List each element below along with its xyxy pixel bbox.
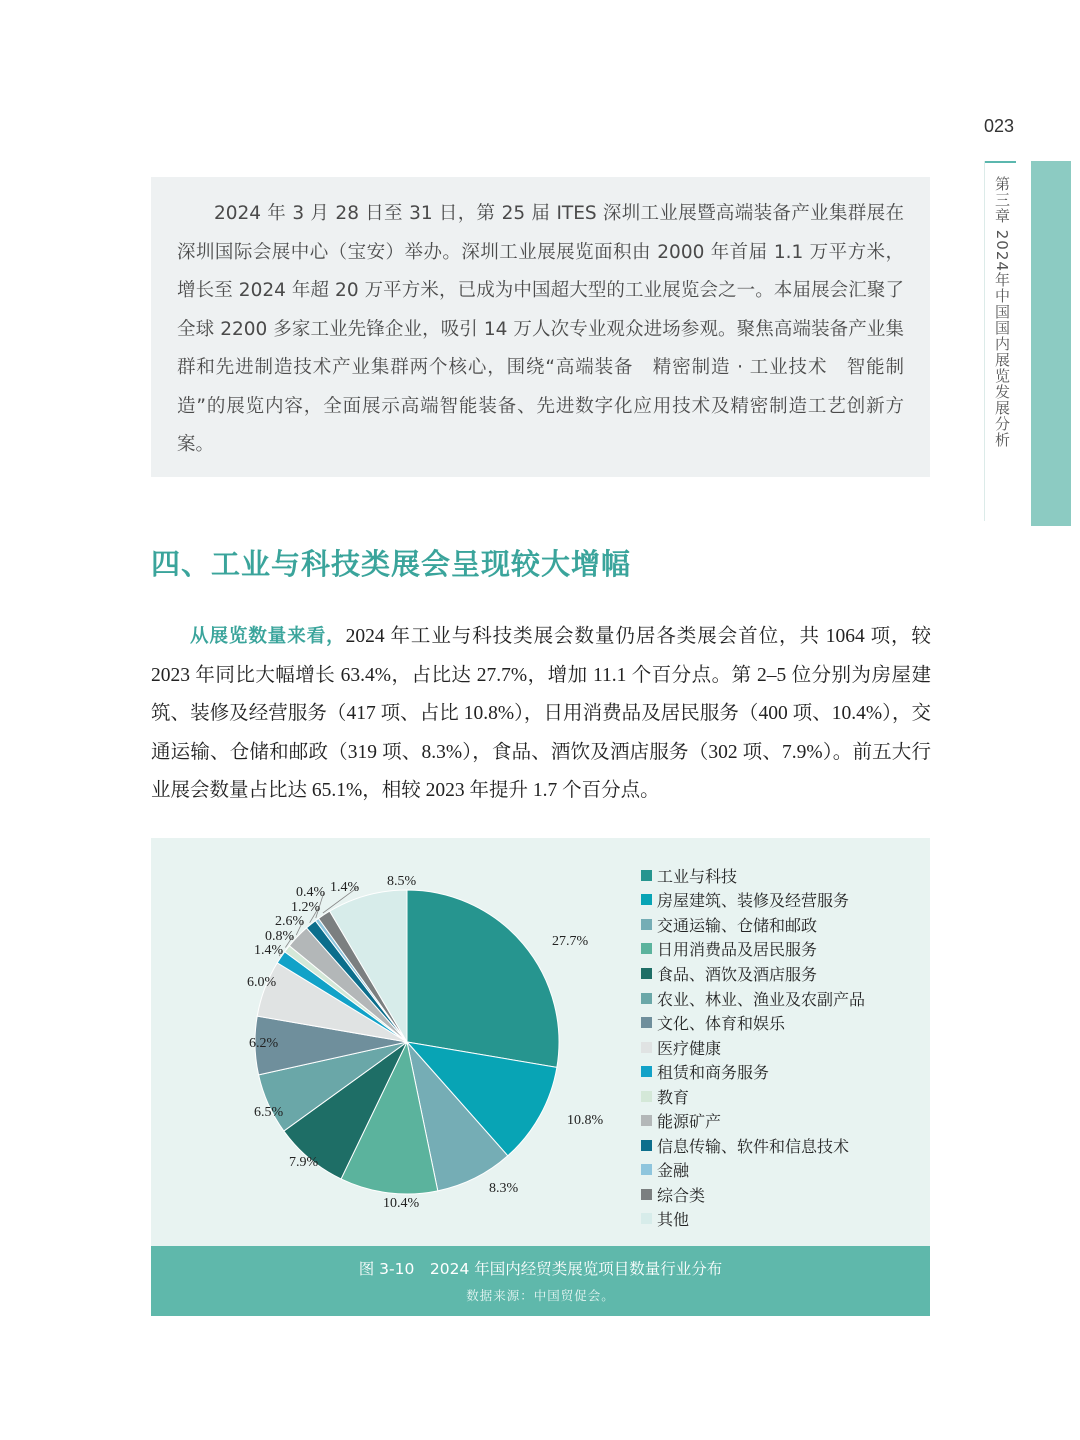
case-info-text: 2024 年 3 月 28 日至 31 日，第 25 届 ITES 深圳工业展暨高端装备产业集群展在深圳国际会展中心（宝安）举办。深圳工业展展览面积由 2000 年首届 1.1 万平方米，增长至 2024 年超 20 万平方米，已成为中国超大型的工业展览会之一。本届展会汇聚了全球 2200 多家工业先锋企业，吸引 14 万人次专业观众进场参观。聚焦高端装备产业集群和先进制造技术产业集群两个核心，围绕“高端装备 精密制造 · 工业技术 智能制造”的展览内容，全面展示高端智能装备、先进数字化应用技术及精密制造工艺创新方案。 [177, 203, 904, 455]
slice-label-5: 7.9% [289, 1155, 319, 1170]
chart-panel [151, 838, 930, 1246]
slice-label-12: 1.2% [291, 900, 321, 915]
legend-swatch-2 [641, 894, 652, 905]
legend-label-6: 农业、林业、渔业及农副产品 [657, 991, 866, 1009]
legend-item-9 [641, 1059, 865, 1084]
legend-item-3 [641, 912, 865, 937]
slice-label-4: 10.4% [383, 1196, 420, 1211]
slice-label-10: 0.8% [265, 929, 295, 944]
legend-item-4 [641, 937, 865, 962]
slice-label-1: 27.7% [552, 934, 589, 949]
page-number: 023 [984, 116, 1015, 136]
section-heading: 四、工业与科技类展会呈现较大增幅 [151, 547, 632, 581]
legend-swatch-6 [641, 993, 652, 1004]
side-divider [984, 161, 985, 521]
slice-label-13: 0.4% [296, 885, 326, 900]
legend-swatch-14 [641, 1189, 652, 1200]
legend-item-8 [641, 1035, 865, 1060]
slice-label-11: 2.6% [275, 914, 305, 929]
slice-label-7: 6.2% [249, 1036, 279, 1051]
legend-label-1: 工业与科技 [657, 868, 738, 886]
legend-label-4: 日用消费品及居民服务 [657, 942, 818, 960]
legend-item-7 [641, 1010, 865, 1035]
legend-swatch-5 [641, 968, 652, 979]
legend-label-15: 其他 [657, 1212, 690, 1230]
slice-label-3: 8.3% [489, 1181, 519, 1196]
legend-swatch-4 [641, 943, 652, 954]
legend-item-6 [641, 986, 865, 1011]
chapter-tab [1031, 161, 1071, 526]
legend-item-12 [641, 1133, 865, 1158]
chart-title: 图 3-10 2024 年国内经贸类展览项目数量行业分布 [358, 1260, 723, 1278]
legend-item-10 [641, 1084, 865, 1109]
pie-slice-1 [407, 890, 559, 1067]
case-info-box [151, 177, 930, 477]
legend-swatch-9 [641, 1066, 652, 1077]
legend-swatch-1 [641, 870, 652, 881]
body-lead: 从展览数量来看， [190, 626, 346, 647]
legend-item-5 [641, 961, 865, 986]
legend-swatch-12 [641, 1140, 652, 1151]
body-text: 2024 年工业与科技类展会数量仍居各类展会首位，共 1064 项，较 2023 年同比大幅增长 63.4%，占比达 27.7%，增加 11.1 个百分点。第 2–5 位分别为房屋建筑、装修及经营服务（417 项、占比 10.8%），日用消费品及居民服务（400 项、10.4%），交通运输、仓储和邮政（319 项、8.3%），食品、酒饮及酒店服务（302 项、7.9%）。前五大行业展会数量占比达 65.1%，相较 2023 年提升 1.7 个百分点。 [151, 626, 931, 801]
legend-swatch-15 [641, 1213, 652, 1224]
legend-item-13 [641, 1158, 865, 1183]
legend-swatch-8 [641, 1042, 652, 1053]
chart-caption [151, 1246, 930, 1316]
legend-label-7: 文化、体育和娱乐 [657, 1016, 786, 1034]
slice-label-9: 1.4% [254, 943, 284, 958]
legend-item-14 [641, 1182, 865, 1207]
legend-label-9: 租赁和商务服务 [657, 1065, 770, 1083]
legend-item-15 [641, 1207, 865, 1232]
side-rule [984, 161, 1016, 163]
legend-label-2: 房屋建筑、装修及经营服务 [657, 893, 850, 911]
slice-label-2: 10.8% [567, 1113, 604, 1128]
chart-source: 数据来源：中国贸促会。 [466, 1288, 615, 1303]
legend-swatch-3 [641, 919, 652, 930]
slice-label-14: 1.4% [330, 880, 360, 895]
slice-label-8: 6.0% [247, 975, 277, 990]
legend-swatch-13 [641, 1164, 652, 1175]
legend-item-11 [641, 1108, 865, 1133]
slice-label-15: 8.5% [387, 874, 417, 889]
legend-swatch-7 [641, 1017, 652, 1028]
slice-label-6: 6.5% [254, 1105, 284, 1120]
chart-legend [641, 863, 865, 1231]
legend-label-5: 食品、酒饮及酒店服务 [657, 966, 818, 984]
legend-label-10: 教育 [657, 1089, 690, 1107]
legend-swatch-10 [641, 1091, 652, 1102]
legend-label-14: 综合类 [657, 1187, 706, 1205]
legend-label-11: 能源矿产 [657, 1114, 722, 1132]
legend-item-2 [641, 888, 865, 913]
legend-item-1 [641, 863, 865, 888]
legend-label-8: 医疗健康 [657, 1040, 722, 1058]
legend-label-13: 金融 [657, 1163, 690, 1181]
chapter-title: 第三章 2024年中国国内展览发展分析 [993, 176, 1011, 448]
legend-label-12: 信息传输、软件和信息技术 [657, 1138, 850, 1156]
legend-swatch-11 [641, 1115, 652, 1126]
body-paragraph [151, 618, 931, 811]
legend-label-3: 交通运输、仓储和邮政 [657, 917, 818, 935]
